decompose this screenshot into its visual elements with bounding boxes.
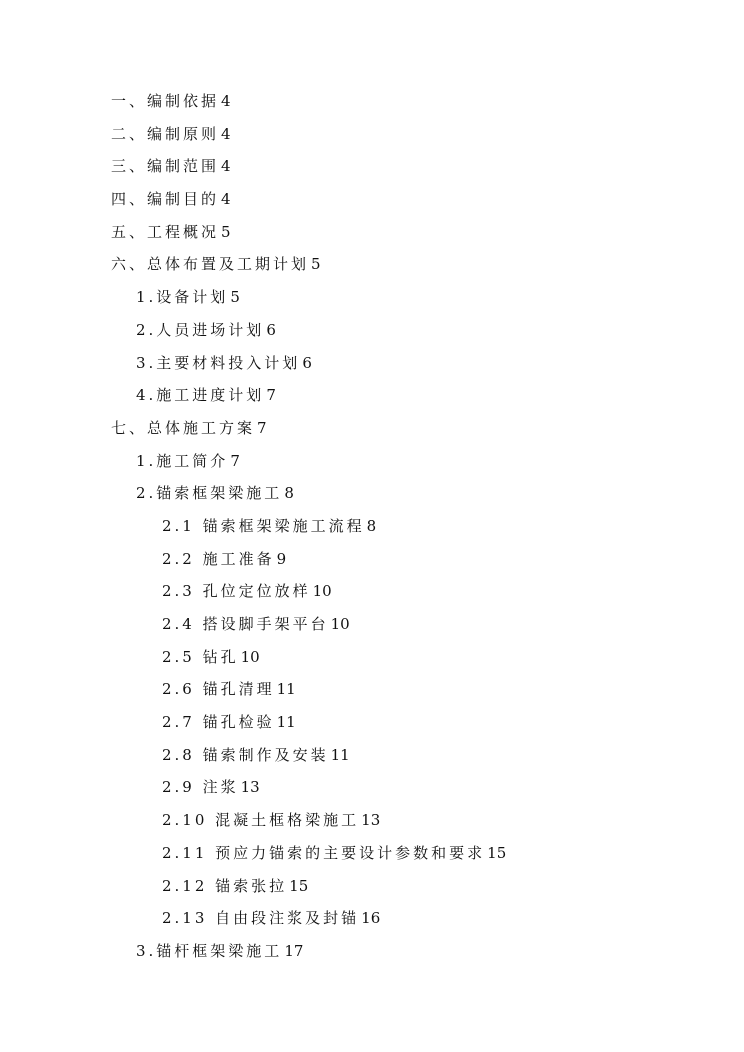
toc-entry-title: 4.施工进度计划 — [136, 386, 265, 405]
toc-entry-title: 五、工程概况 — [111, 222, 220, 241]
toc-entry-title: 六、总体布置及工期计划 — [111, 255, 310, 274]
toc-entry-page: 10 — [330, 615, 350, 633]
toc-entry-title: 2.13 自由段注浆及封锚 — [162, 909, 360, 928]
table-of-contents — [0, 87, 744, 970]
toc-entry-title: 2.2 施工准备 — [162, 549, 275, 568]
toc-entry[interactable] — [0, 283, 744, 316]
toc-entry[interactable] — [0, 447, 744, 480]
toc-entry[interactable] — [0, 512, 744, 545]
toc-entry-title: 2.12 锚索张拉 — [162, 876, 288, 895]
toc-entry[interactable] — [0, 250, 744, 283]
toc-entry-page: 6 — [266, 320, 276, 339]
toc-entry[interactable] — [0, 708, 744, 741]
toc-entry-page: 11 — [276, 713, 296, 732]
toc-entry-title: 2.6 锚孔清理 — [162, 680, 275, 699]
toc-entry-page: 5 — [311, 255, 321, 274]
toc-entry-title: 2.锚索框架梁施工 — [136, 484, 283, 503]
toc-entry-title: 2.5 钻孔 — [162, 647, 239, 666]
toc-entry[interactable] — [0, 643, 744, 676]
toc-entry[interactable] — [0, 120, 744, 153]
toc-entry-page: 7 — [257, 418, 267, 437]
toc-entry[interactable] — [0, 610, 744, 643]
toc-entry-title: 3.主要材料投入计划 — [136, 353, 301, 372]
toc-entry-page: 11 — [330, 745, 350, 764]
toc-entry-title: 2.9 注浆 — [162, 778, 239, 797]
toc-entry-page: 5 — [230, 288, 240, 307]
toc-entry-page: 10 — [312, 582, 332, 601]
toc-entry-page: 8 — [284, 484, 294, 503]
toc-entry[interactable] — [0, 839, 744, 872]
toc-entry-title: 三、编制范围 — [111, 157, 220, 176]
toc-entry[interactable] — [0, 87, 744, 120]
toc-entry-title: 2.3 孔位定位放样 — [162, 582, 311, 601]
toc-entry-page: 5 — [221, 222, 231, 241]
toc-entry[interactable] — [0, 349, 744, 382]
toc-entry-page: 15 — [289, 876, 309, 895]
toc-entry[interactable] — [0, 218, 744, 251]
toc-entry-page: 4 — [221, 157, 231, 176]
toc-entry-page: 15 — [487, 843, 507, 862]
toc-entry-page: 4 — [221, 190, 231, 209]
toc-entry[interactable] — [0, 577, 744, 610]
toc-entry-page: 16 — [361, 909, 381, 928]
toc-entry-title: 2.人员进场计划 — [136, 320, 265, 339]
toc-entry-title: 3.锚杆框架梁施工 — [136, 941, 283, 960]
toc-entry-page: 8 — [366, 516, 377, 535]
toc-entry-title: 二、编制原则 — [111, 124, 220, 143]
toc-entry-title: 1.设备计划 — [136, 288, 229, 307]
toc-entry-page: 9 — [276, 549, 287, 568]
toc-entry-title: 2.10 混凝土框格梁施工 — [162, 811, 360, 830]
toc-entry-page: 13 — [361, 811, 381, 830]
toc-entry-title: 四、编制目的 — [111, 190, 220, 209]
toc-entry-page: 11 — [276, 680, 296, 699]
toc-entry-title: 2.4 搭设脚手架平台 — [162, 615, 329, 633]
toc-entry-page: 7 — [230, 451, 240, 470]
toc-entry[interactable] — [0, 806, 744, 839]
toc-entry[interactable] — [0, 479, 744, 512]
toc-entry-title: 2.11 预应力锚索的主要设计参数和要求 — [162, 843, 486, 862]
toc-entry[interactable] — [0, 904, 744, 937]
toc-entry[interactable] — [0, 675, 744, 708]
toc-entry-page: 17 — [284, 941, 304, 960]
toc-entry[interactable] — [0, 741, 744, 774]
toc-entry[interactable] — [0, 414, 744, 447]
toc-entry[interactable] — [0, 937, 744, 970]
toc-entry-title: 2.7 锚孔检验 — [162, 713, 275, 732]
toc-entry[interactable] — [0, 185, 744, 218]
toc-entry-title: 2.1 锚索框架梁施工流程 — [162, 516, 365, 535]
toc-entry-title: 1.施工简介 — [136, 451, 229, 470]
toc-entry-page: 10 — [240, 647, 260, 666]
toc-entry-page: 6 — [302, 353, 312, 372]
toc-entry-page: 13 — [240, 778, 260, 797]
toc-entry[interactable] — [0, 545, 744, 578]
toc-entry[interactable] — [0, 773, 744, 806]
toc-entry-title: 一、编制依据 — [111, 92, 220, 110]
toc-entry[interactable] — [0, 316, 744, 349]
toc-entry-title: 七、总体施工方案 — [111, 418, 256, 437]
toc-entry[interactable] — [0, 152, 744, 185]
toc-entry-title: 2.8 锚索制作及安装 — [162, 745, 329, 764]
toc-entry-page: 4 — [221, 92, 231, 110]
toc-entry[interactable] — [0, 872, 744, 905]
toc-entry-page: 7 — [266, 386, 276, 405]
toc-entry[interactable] — [0, 381, 744, 414]
toc-entry-page: 4 — [221, 124, 231, 143]
